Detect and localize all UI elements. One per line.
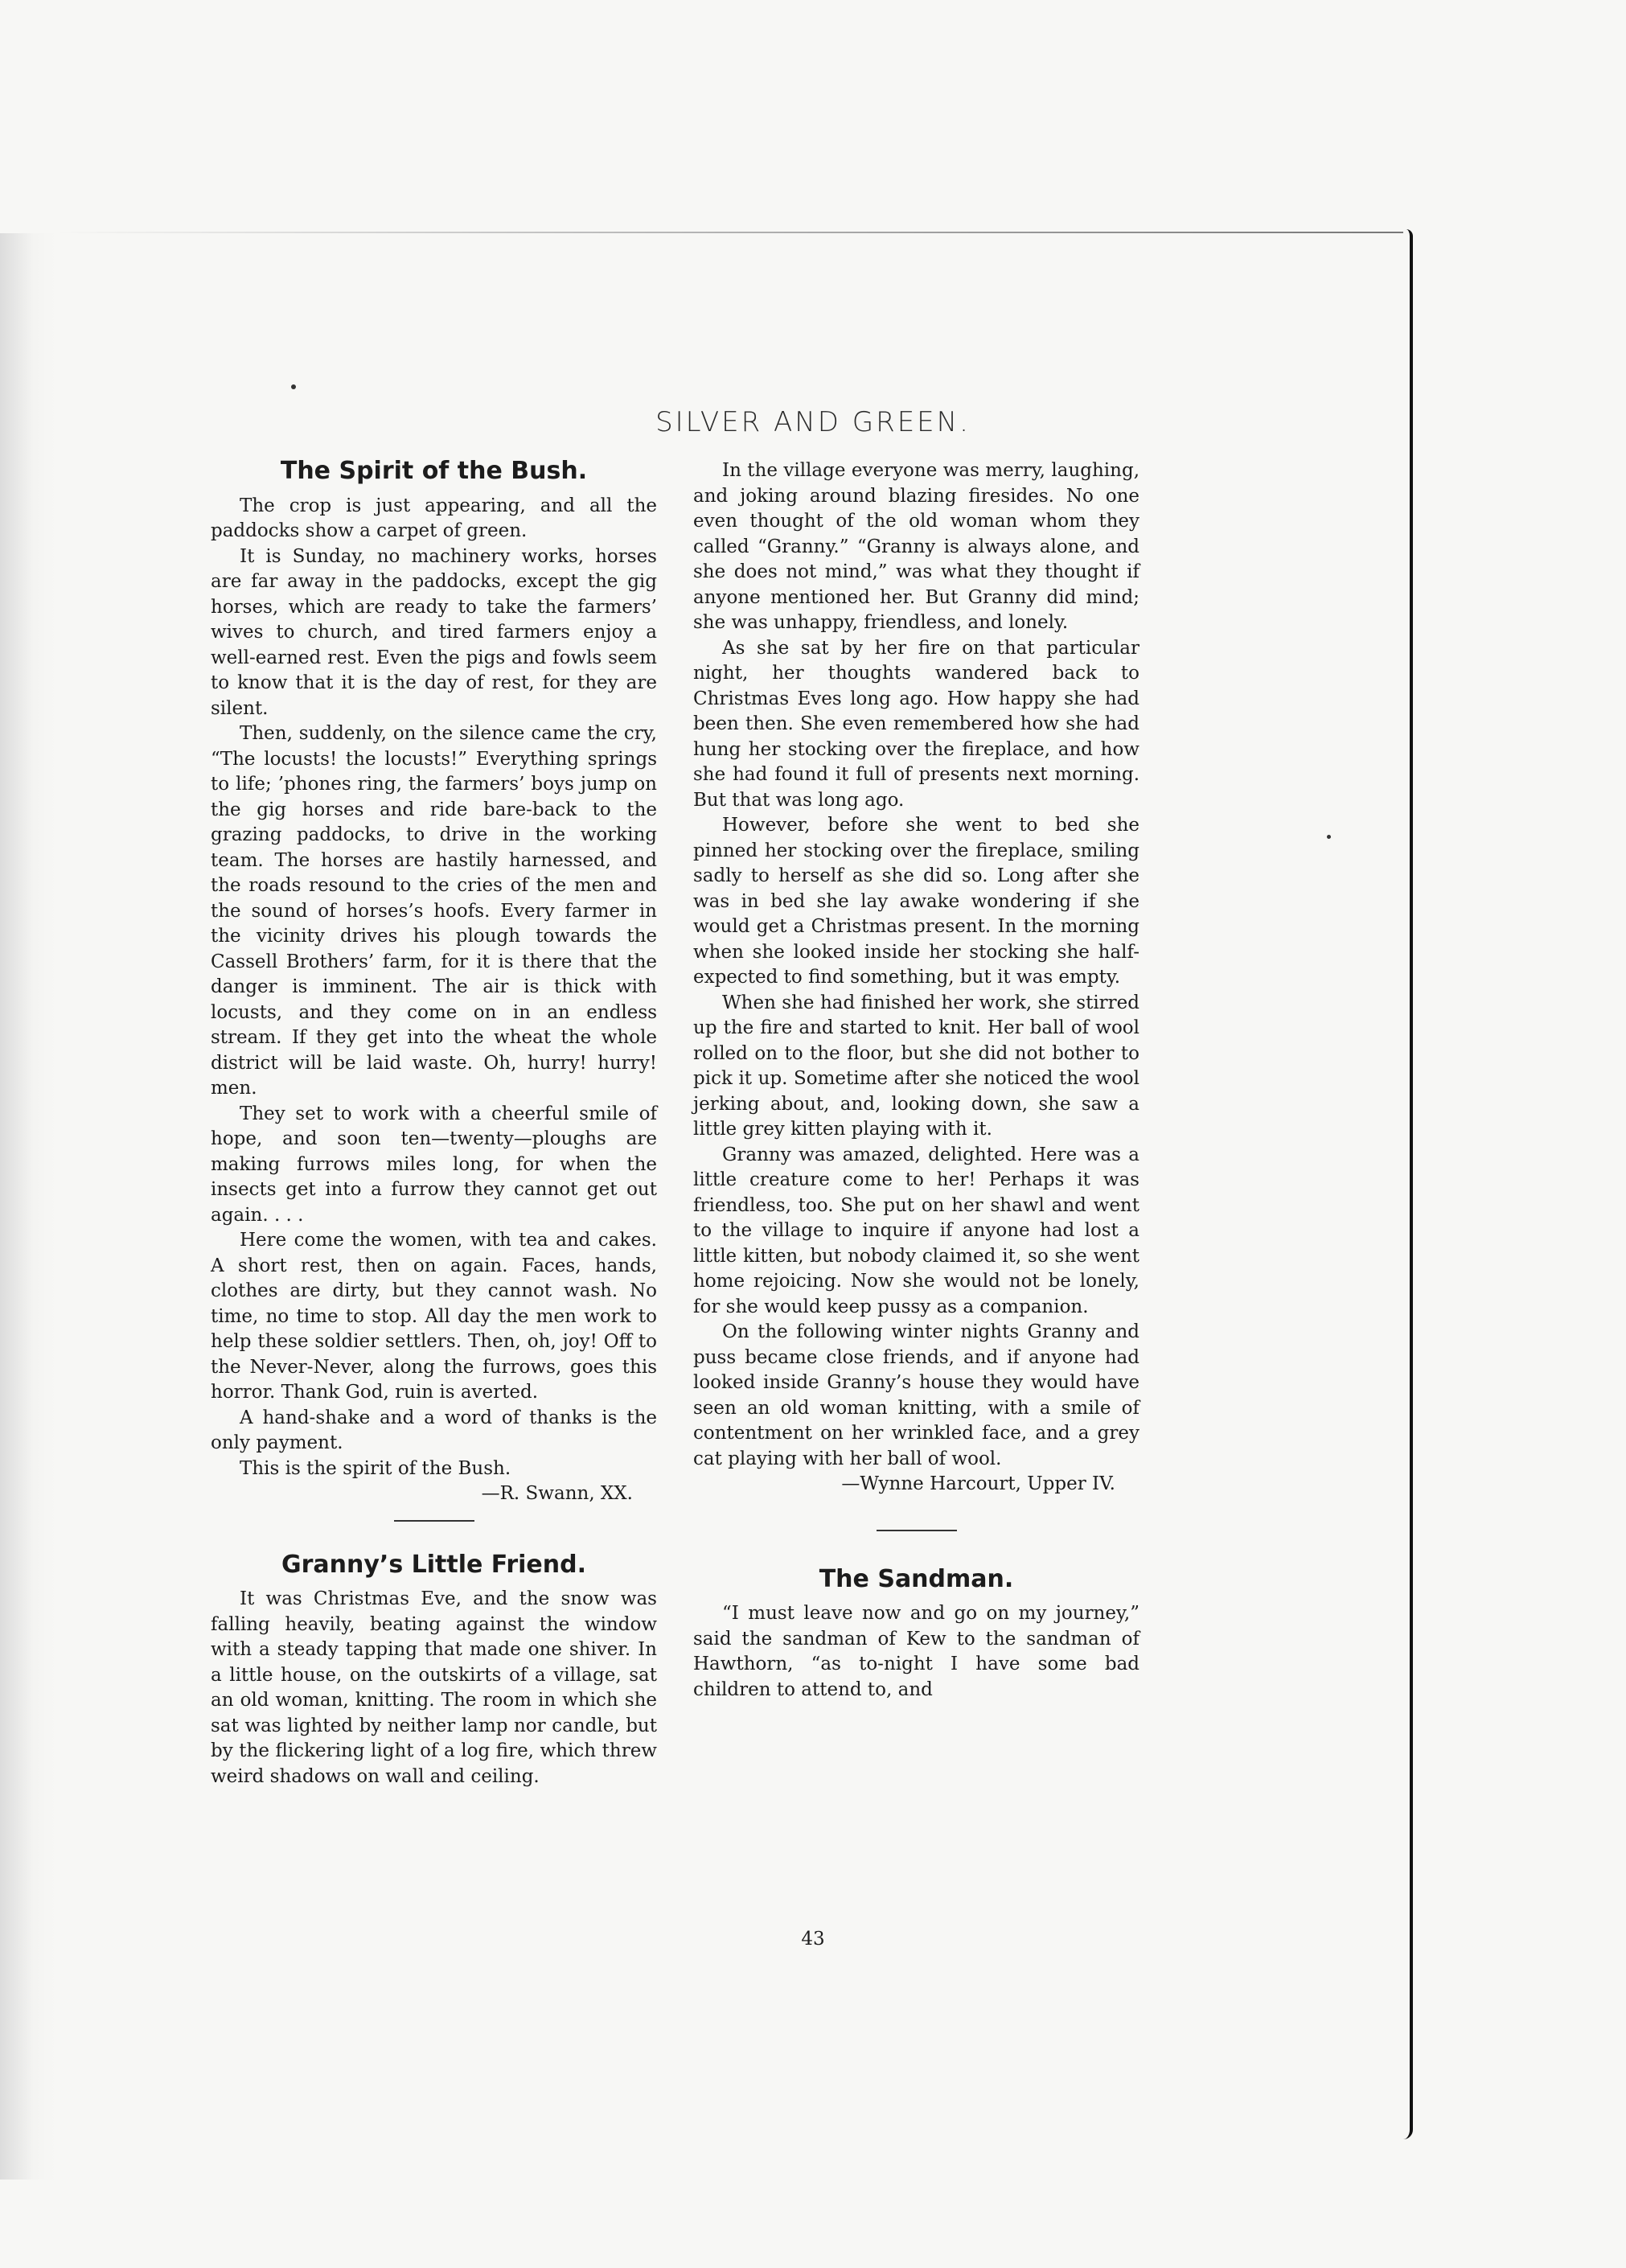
article-title-grannys-little-friend: Granny’s Little Friend. bbox=[281, 1550, 586, 1579]
page-top-edge bbox=[56, 232, 1403, 233]
section-divider bbox=[877, 1530, 957, 1531]
paragraph: The crop is just appearing, and all the paddocks show a carpet of green. bbox=[211, 495, 657, 541]
ink-speck bbox=[291, 384, 296, 389]
article-title-the-sandman: The Sandman. bbox=[819, 1564, 1014, 1593]
paragraph: It was Christmas Eve, and the snow was falling heavily, beating against the window with a steady tapping that made one shiver. In a little house, on the outskirts of a village, sat an old woman, knitting. The room in which she sat was lighted by neither lamp nor candle, but by the flickering light of a log fire, which threw weird shadows on wall and ceiling. bbox=[211, 1588, 657, 1787]
paragraph: As she sat by her fire on that particular night, her thoughts wandered back to Christmas Eves long ago. How happy she had been then. She even remembered how she had hung her stocking over the fireplace, and how she had found it full of presents next morning. But that was long ago. bbox=[693, 637, 1139, 811]
right-column bbox=[693, 458, 1139, 1703]
section-divider bbox=[394, 1520, 474, 1522]
byline: —Wynne Harcourt, Upper IV. bbox=[841, 1473, 1115, 1494]
running-head: SILVER AND GREEN. bbox=[655, 406, 971, 438]
paragraph: When she had finished her work, she stirred up the fire and started to knit. Her ball of wool rolled on to the floor, but she did not bother to pick it up. Sometime after she noticed the wool jerking about, and, looking down, she saw a little grey kitten playing with it. bbox=[693, 992, 1139, 1140]
left-column bbox=[211, 458, 657, 1789]
paragraph: However, before she went to bed she pinned her stocking over the fireplace, smiling sadly to herself as she did so. Long after she was in bed she lay awake wondering if she would get a Christmas present. In the morning when she looked inside her stocking she half-expected to find something, but it was empty. bbox=[693, 815, 1139, 988]
paragraph: “I must leave now and go on my journey,” said the sandman of Kew to the sandman of Hawthorn, “as to-night I have some bad children to attend to, and bbox=[693, 1603, 1139, 1700]
byline: —R. Swann, XX. bbox=[481, 1483, 633, 1504]
paragraph: In the village everyone was merry, laughing, and joking around blazing firesides. No one even thought of the old woman whom they called “Granny.” “Granny is always alone, and she does not mind,” was what they thought if anyone mentioned her. But Granny did mind; she was unhappy, friendless, and lonely. bbox=[693, 460, 1139, 633]
paragraph: Here come the women, with tea and cakes. A short rest, then on again. Faces, hands, clothes are dirty, but they cannot wash. No time, no time to stop. All day the men work to help these soldier settlers. Then, oh, joy! Off to the Never-Never, along the furrows, goes this horror. Thank God, ruin is averted. bbox=[211, 1230, 657, 1403]
paragraph: This is the spirit of the Bush. bbox=[240, 1457, 511, 1479]
paragraph: Granny was amazed, delighted. Here was a little creature come to her! Perhaps it was friendless, too. She put on her shawl and went to the village to inquire if anyone had lost a little kitten, but nobody claimed it, so she went home rejoicing. Now she would not be lonely, for she would keep pussy as a companion. bbox=[693, 1144, 1139, 1317]
article-title-spirit-of-the-bush: The Spirit of the Bush. bbox=[280, 457, 588, 485]
paragraph: It is Sunday, no machinery works, horses are far away in the paddocks, except the gig horses, which are ready to take the farmers’ wives to church, and tired farmers enjoy a well-earned rest. Even the pigs and fowls seem to know that it is the day of rest, for they are silent. bbox=[211, 545, 657, 719]
paragraph: Then, suddenly, on the silence came the cry, “The locusts! the locusts!” Everything springs to life; ’phones ring, the farmers’ boys jump on the gig horses and ride bare-back to the grazing paddocks, to drive in the working team. The horses are hastily harnessed, and the roads resound to the cries of the men and the sound of horses’s hoofs. Every farmer in the vicinity drives his plough towards the Cassell Brothers’ farm, for it is there that the danger is imminent. The air is thick with locusts, and they come on in an endless stream. If they get into the wheat the whole district will be laid waste. Oh, hurry! hurry! men. bbox=[211, 723, 657, 1099]
paragraph: On the following winter nights Granny and puss became close friends, and if anyone had looked inside Granny’s house they would have seen an old woman knitting, with a smile of contentment on her wrinkled face, and a grey cat playing with her ball of wool. bbox=[693, 1321, 1139, 1469]
page-right-edge bbox=[1403, 229, 1413, 2139]
paragraph: A hand-shake and a word of thanks is the only payment. bbox=[211, 1407, 657, 1453]
scan-edge-shadow bbox=[0, 233, 56, 2180]
ink-speck bbox=[1327, 835, 1331, 839]
page-number: 43 bbox=[801, 1929, 825, 1950]
paragraph: They set to work with a cheerful smile of hope, and soon ten—twenty—ploughs are making furrows miles long, for when the insects get into a furrow they cannot get out again. . . . bbox=[211, 1103, 657, 1226]
